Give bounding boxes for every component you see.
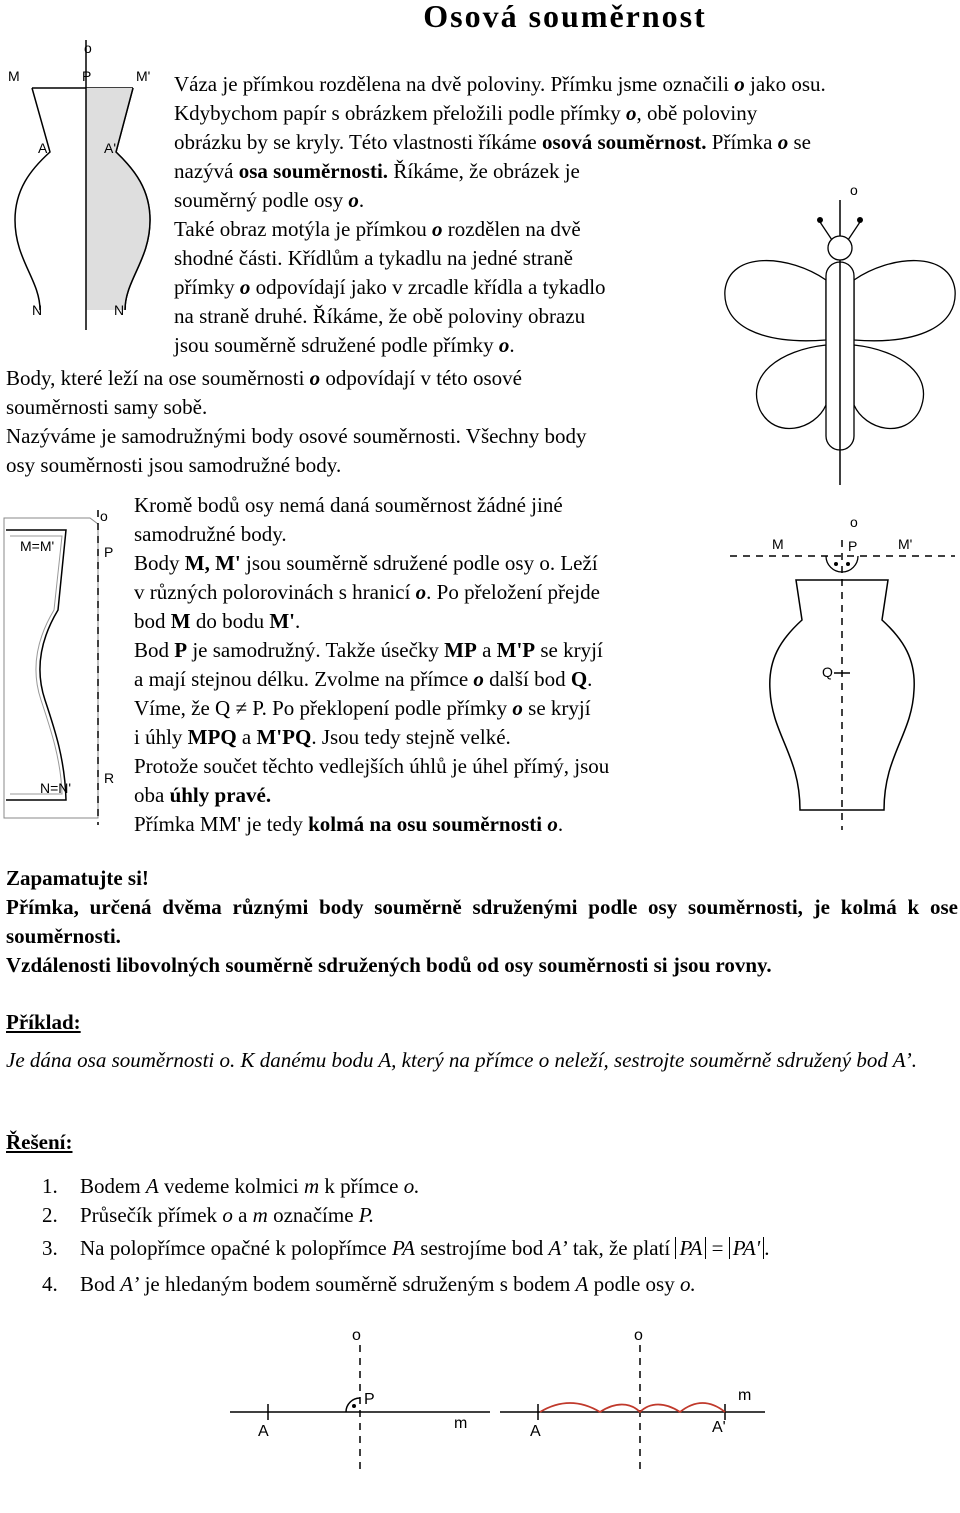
body-line-3: Nazýváme je samodružnými body osové souměrnosti. Všechny body — [6, 424, 587, 448]
step-1-number: 1. — [42, 1174, 58, 1198]
intro-line-8: přímky o odpovídají jako v zrcadle křídla a tykadlo — [174, 275, 606, 299]
vase-label-a: A — [38, 140, 48, 156]
folded-label-o: o — [100, 508, 108, 524]
vase-label-o: o — [84, 40, 92, 56]
mid-line-5: bod M do bodu M'. — [134, 609, 301, 633]
vase2-label-p: P — [848, 538, 858, 554]
constr1-label-p: P — [364, 1391, 375, 1408]
body-line-4: osy souměrnosti jsou samodružné body. — [6, 453, 342, 477]
vase-label-n2: N' — [114, 302, 127, 318]
step-4-number: 4. — [42, 1272, 58, 1296]
constr2-label-a: A — [530, 1423, 541, 1440]
vase2-label-o: o — [850, 514, 858, 530]
mid-line-3: Body M, M' jsou souměrně sdružené podle osy o. Leží — [134, 551, 598, 575]
mid-line-12: Přímka MM' je tedy kolmá na osu souměrnosti o. — [134, 812, 564, 836]
butterfly-figure — [720, 200, 960, 490]
remember-rule-1: Přímka, určená dvěma různými body souměrně sdruženými podle osy souměrnosti, je kolmá k ose souměrnosti. — [6, 895, 958, 948]
constr1-label-m: m — [454, 1415, 468, 1432]
intro-line-1: Váza je přímkou rozdělena na dvě poloviny. Přímku jsme označili o jako osu. — [174, 72, 826, 96]
mid-line-7: a mají stejnou délku. Zvolme na přímce o další bod Q. — [134, 667, 593, 691]
vase2-label-m2: M' — [898, 536, 913, 552]
intro-line-5: souměrný podle osy o. — [174, 188, 365, 212]
folded-label-p: P — [104, 544, 114, 560]
mid-line-4: v různých polorovinách s hranicí o. Po přeložení přejde — [134, 580, 600, 604]
construction-figure-2 — [500, 1340, 770, 1480]
example-heading: Příklad: — [6, 1010, 81, 1034]
constr1-label-o: o — [352, 1327, 361, 1344]
construction-figure-1 — [230, 1340, 500, 1480]
mid-line-6: Bod P je samodružný. Takže úsečky MP a M'P se kryjí — [134, 638, 603, 662]
step-1-text: Bodem A vedeme kolmici m k přímce o. — [80, 1174, 420, 1198]
body-line-2: souměrnosti samy sobě. — [6, 395, 208, 419]
intro-line-2: Kdybychom papír s obrázkem přeložili podle přímky o, obě poloviny — [174, 101, 758, 125]
vase2-label-m: M — [772, 536, 784, 552]
vase-mm-figure — [730, 520, 960, 840]
mid-line-10: Protože součet těchto vedlejších úhlů je úhel přímý, jsou — [134, 754, 610, 778]
constr2-label-m: m — [738, 1387, 752, 1404]
intro-line-6: Také obraz motýla je přímkou o rozdělen na dvě — [174, 217, 581, 241]
example-text: Je dána osa souměrnosti o. K danému bodu A, který na přímce o neleží, sestrojte souměrně sdružený bod A’. — [6, 1048, 918, 1072]
step-2-number: 2. — [42, 1203, 58, 1227]
vase-label-m: M — [8, 68, 20, 84]
solution-heading: Řešení: — [6, 1130, 73, 1154]
intro-line-10: jsou souměrně sdružené podle přímky o. — [174, 333, 515, 357]
mid-line-9: i úhly MPQ a M'PQ. Jsou tedy stejně velké. — [134, 725, 511, 749]
constr2-label-a2: A' — [712, 1419, 726, 1436]
step-3-number: 3. — [42, 1236, 58, 1260]
mid-line-2: samodružné body. — [134, 522, 287, 546]
folded-label-nn: N=N' — [40, 780, 72, 796]
step-4-text: Bod A’ je hledaným bodem souměrně sdruženým s bodem A podle osy o. — [80, 1272, 696, 1296]
intro-line-7: shodné části. Křídlům a tykadlu na jedné straně — [174, 246, 573, 270]
page-title: Osová souměrnost — [423, 0, 707, 34]
butterfly-label-o: o — [850, 182, 858, 198]
mid-line-1: Kromě bodů osy nemá daná souměrnost žádné jiné — [134, 493, 563, 517]
intro-line-4: nazývá osa souměrnosti. Říkáme, že obrázek je — [174, 159, 580, 183]
vase-label-p: P — [82, 68, 92, 84]
mid-line-11: oba úhly pravé. — [134, 783, 272, 807]
remember-rule-2: Vzdálenosti libovolných souměrně sdružených bodů od osy souměrnosti si jsou rovny. — [6, 953, 772, 977]
folded-label-r: R — [104, 770, 115, 786]
constr1-label-a: A — [258, 1423, 269, 1440]
remember-heading: Zapamatujte si! — [6, 866, 149, 890]
step-3-text: Na polopřímce opačné k polopřímce PA sestrojíme bod A’ tak, že platí PA = PA' . — [80, 1236, 770, 1260]
vase-label-n: N — [32, 302, 43, 318]
step-2-text: Průsečík přímek o a m označíme P. — [80, 1203, 375, 1227]
intro-line-3: obrázku by se kryly. Této vlastnosti říkáme osová souměrnost. Přímka o se — [174, 130, 811, 154]
intro-line-9: na straně druhé. Říkáme, že obě poloviny obrazu — [174, 304, 586, 328]
vase-label-m2: M' — [136, 68, 151, 84]
body-line-1: Body, které leží na ose souměrnosti o odpovídají v této osové — [6, 366, 522, 390]
mid-line-8: Víme, že Q ≠ P. Po překlopení podle přímky o se kryjí — [134, 696, 591, 720]
constr2-label-o: o — [634, 1327, 643, 1344]
folded-label-mm: M=M' — [20, 538, 55, 554]
vase2-label-q: Q — [822, 664, 833, 680]
vase-label-a2: A' — [104, 140, 117, 156]
